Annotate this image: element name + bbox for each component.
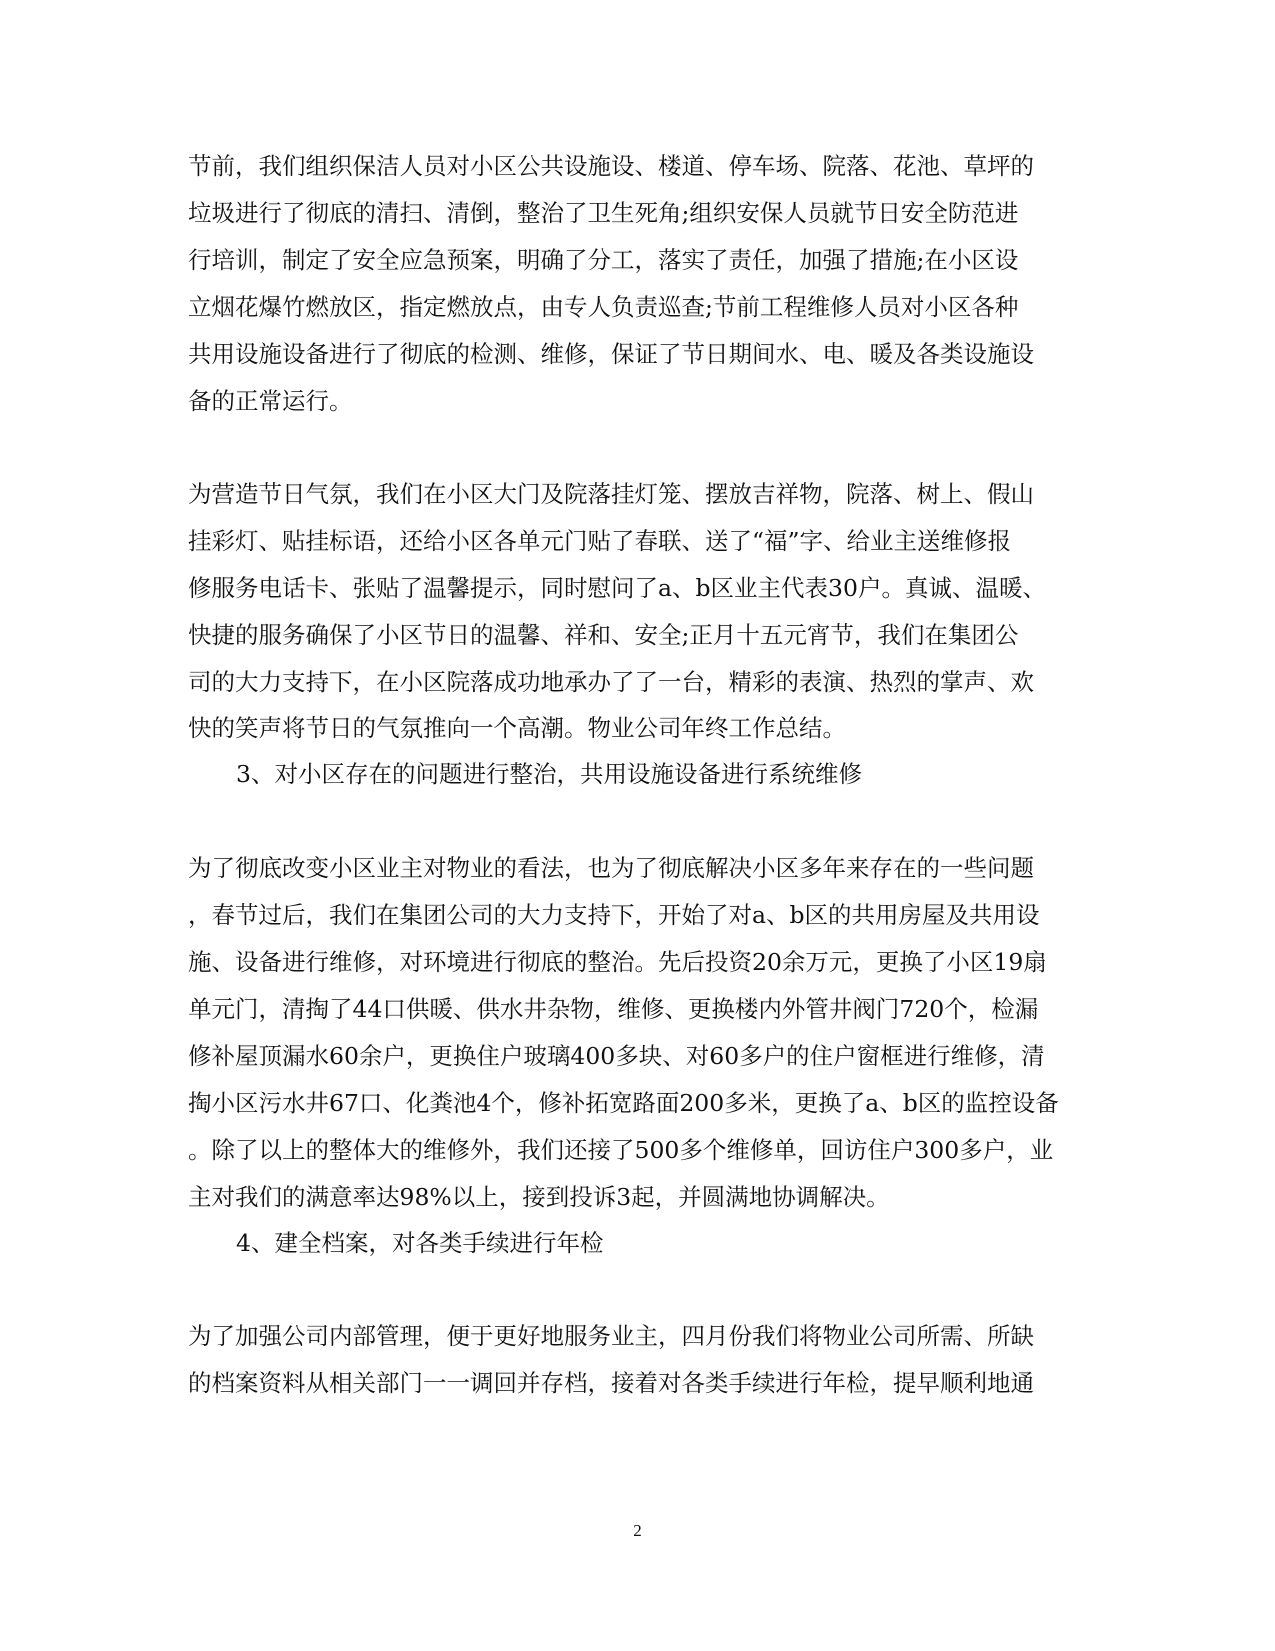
text-line: 司的大力支持下，在小区院落成功地承办了了一台，精彩的表演、热烈的掌声、欢 — [188, 668, 1034, 696]
text-line: 快捷的服务确保了小区节日的温馨、祥和、安全;正月十五元宵节，我们在集团公 — [188, 621, 1019, 649]
text-line: 掏小区污水井67口、化粪池4个，修补拓宽路面200多米，更换了a、b区的监控设备 — [188, 1089, 1059, 1117]
page-number: 2 — [633, 1521, 642, 1540]
section-heading: 3、对小区存在的问题进行整治，共用设施设备进行系统维修 — [236, 760, 862, 788]
text-line: 为了加强公司内部管理，便于更好地服务业主，四月份我们将物业公司所需、所缺 — [188, 1322, 1034, 1350]
section-heading: 4、建全档案，对各类手续进行年检 — [236, 1229, 604, 1257]
text-line: 立烟花爆竹燃放区，指定燃放点，由专人负责巡查;节前工程维修人员对小区各种 — [188, 293, 1019, 321]
text-line: 修服务电话卡、张贴了温馨提示，同时慰问了a、b区业主代表30户。真诚、温暖、 — [188, 574, 1046, 602]
text-line: 备的正常运行。 — [188, 387, 353, 415]
text-line: 行培训，制定了安全应急预案，明确了分工，落实了责任，加强了措施;在小区设 — [188, 246, 1019, 274]
text-line: 为了彻底改变小区业主对物业的看法，也为了彻底解决小区多年来存在的一些问题 — [188, 854, 1034, 882]
text-line: 共用设施设备进行了彻底的检测、维修，保证了节日期间水、电、暖及各类设施设 — [188, 340, 1034, 368]
text-line: 挂彩灯、贴挂标语，还给小区各单元门贴了春联、送了“福”字、给业主送维修报 — [188, 527, 1012, 555]
text-line: 施、设备进行维修，对环境进行彻底的整治。先后投资20余万元，更换了小区19扇 — [188, 948, 1047, 976]
text-line: 垃圾进行了彻底的清扫、清倒，整治了卫生死角;组织安保人员就节日安全防范进 — [188, 199, 1019, 227]
text-line: 节前，我们组织保洁人员对小区公共设施设、楼道、停车场、院落、花池、草坪的 — [188, 152, 1034, 180]
text-line: ，春节过后，我们在集团公司的大力支持下，开始了对a、b区的共用房屋及共用设 — [188, 901, 1040, 929]
text-line: 主对我们的满意率达98%以上，接到投诉3起，并圆满地协调解决。 — [188, 1183, 890, 1211]
text-line: 修补屋顶漏水60余户，更换住户玻璃400多块、对60多户的住户窗框进行维修，清 — [188, 1042, 1045, 1070]
text-line: 快的笑声将节日的气氛推向一个高潮。物业公司年终工作总结。 — [188, 714, 846, 742]
text-line: 。除了以上的整体大的维修外，我们还接了500多个维修单，回访住户300多户，业 — [188, 1136, 1054, 1164]
text-line: 为营造节日气氛，我们在小区大门及院落挂灯笼、摆放吉祥物，院落、树上、假山 — [188, 480, 1034, 508]
text-line: 的档案资料从相关部门一一调回并存档，接着对各类手续进行年检，提早顺利地通 — [188, 1369, 1034, 1397]
text-line: 单元门，清掏了44口供暖、供水井杂物，维修、更换楼内外管井阀门720个，检漏 — [188, 995, 1039, 1023]
